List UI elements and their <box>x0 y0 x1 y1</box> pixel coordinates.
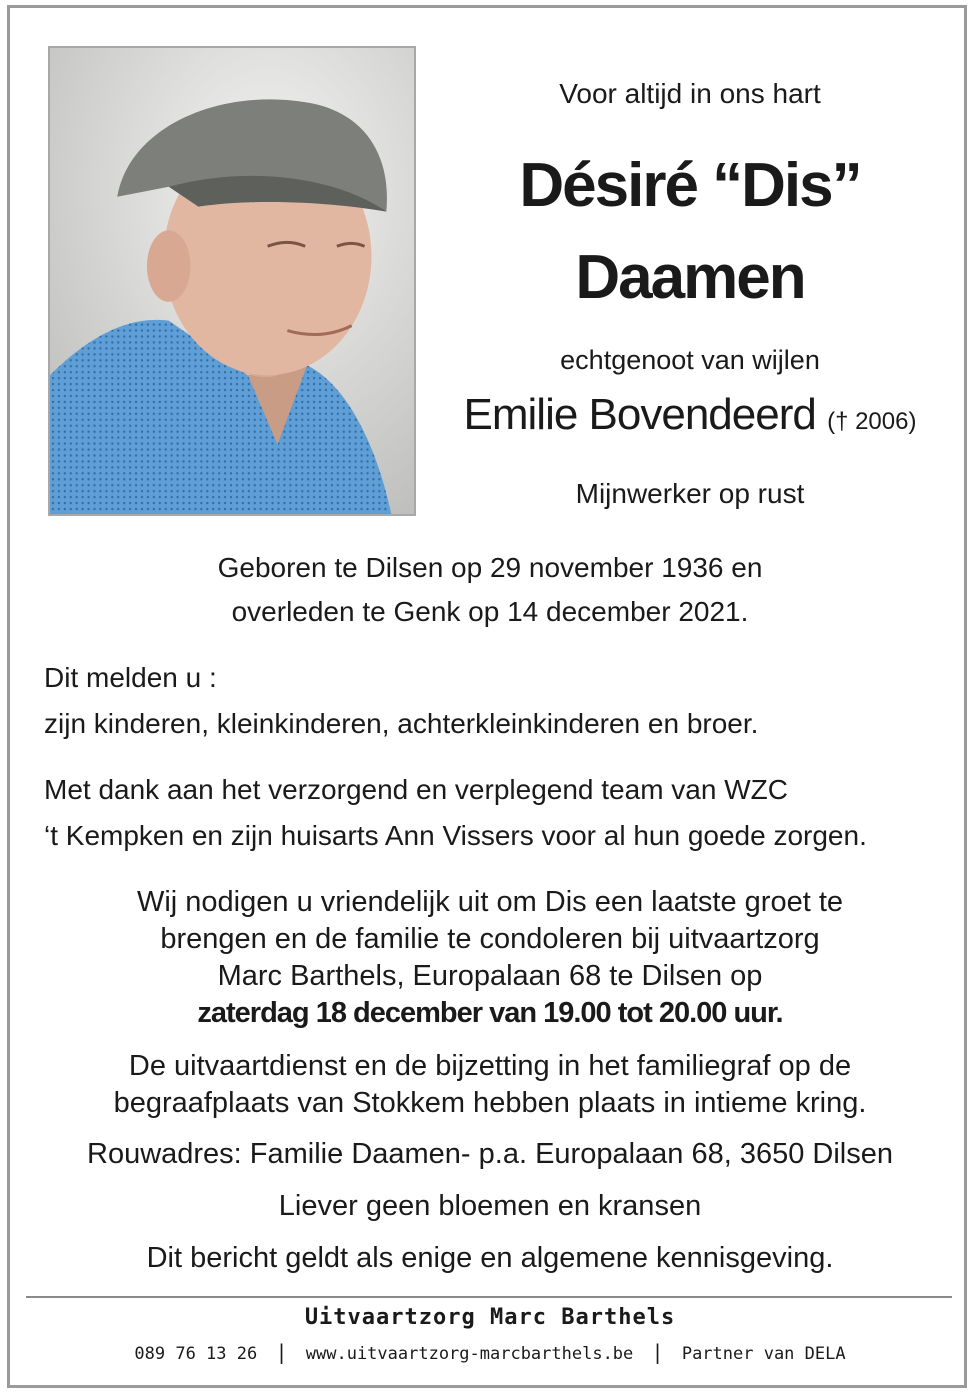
spouse-intro: echtgenoot van wijlen <box>560 345 820 375</box>
deceased-name-line1: Désiré “Dis” <box>519 151 861 220</box>
invitation-line3: Marc Barthels, Europalaan 68 te Dilsen op <box>217 960 763 992</box>
service-line1: De uitvaartdienst en de bijzetting in het familiegraf op de <box>128 1050 852 1082</box>
tagline: Voor altijd in ons hart <box>559 78 821 109</box>
announcement-intro: Dit melden u : <box>44 662 217 693</box>
service-paragraph <box>30 1048 950 1122</box>
footer-partner: Partner van DELA <box>681 1344 846 1364</box>
flowers-note: Liever geen bloemen en kransen <box>278 1190 702 1222</box>
spouse-name: Emilie Bovendeerd <box>463 390 816 439</box>
deceased-name-line2: Daamen <box>575 243 805 312</box>
death-line: overleden te Genk op 14 december 2021. <box>231 596 749 627</box>
portrait-illustration <box>50 48 414 514</box>
announcement <box>44 655 944 747</box>
invitation-line1: Wij nodigen u vriendelijk uit om Dis een laatste groet te <box>136 886 844 918</box>
announcement-family: zijn kinderen, kleinkinderen, achterkleinkinderen en broer. <box>44 708 759 739</box>
invitation-paragraph <box>30 884 950 1032</box>
notice-text: Dit bericht geldt als enige en algemene kennisgeving. <box>146 1242 834 1274</box>
footer-contact <box>30 1340 950 1364</box>
thanks-line2: ‘t Kempken en zijn huisarts Ann Vissers voor al hun goede zorgen. <box>44 820 867 851</box>
spouse-line <box>430 390 950 440</box>
footer-company: Uitvaartzorg Marc Barthels <box>304 1305 676 1330</box>
footer-divider <box>26 1296 952 1298</box>
invitation-line2: brengen en de familie te condoleren bij uitvaartzorg <box>160 923 820 955</box>
footer-website[interactable]: www.uitvaartzorg-marcbarthels.be <box>305 1344 634 1364</box>
birth-death-info <box>30 546 950 634</box>
footer-phone: 089 76 13 26 <box>134 1344 258 1364</box>
occupation: Mijnwerker op rust <box>575 478 805 509</box>
deceased-name <box>430 140 950 324</box>
service-line2: begraafplaats van Stokkem hebben plaats in intieme kring. <box>113 1087 867 1119</box>
footer-separator: | <box>651 1340 664 1364</box>
spouse-death-year: († 2006) <box>827 408 917 435</box>
footer-separator: | <box>275 1340 288 1364</box>
invitation-date-time: zaterdag 18 december van 19.00 tot 20.00 uur. <box>197 997 783 1029</box>
portrait-photo <box>48 46 416 516</box>
thanks-line1: Met dank aan het verzorgend en verplegend team van WZC <box>44 774 788 805</box>
mourning-address: Rouwadres: Familie Daamen- p.a. Europalaan 68, 3650 Dilsen <box>87 1138 893 1170</box>
birth-line: Geboren te Dilsen op 29 november 1936 en <box>217 552 763 583</box>
thanks-paragraph <box>44 767 944 859</box>
